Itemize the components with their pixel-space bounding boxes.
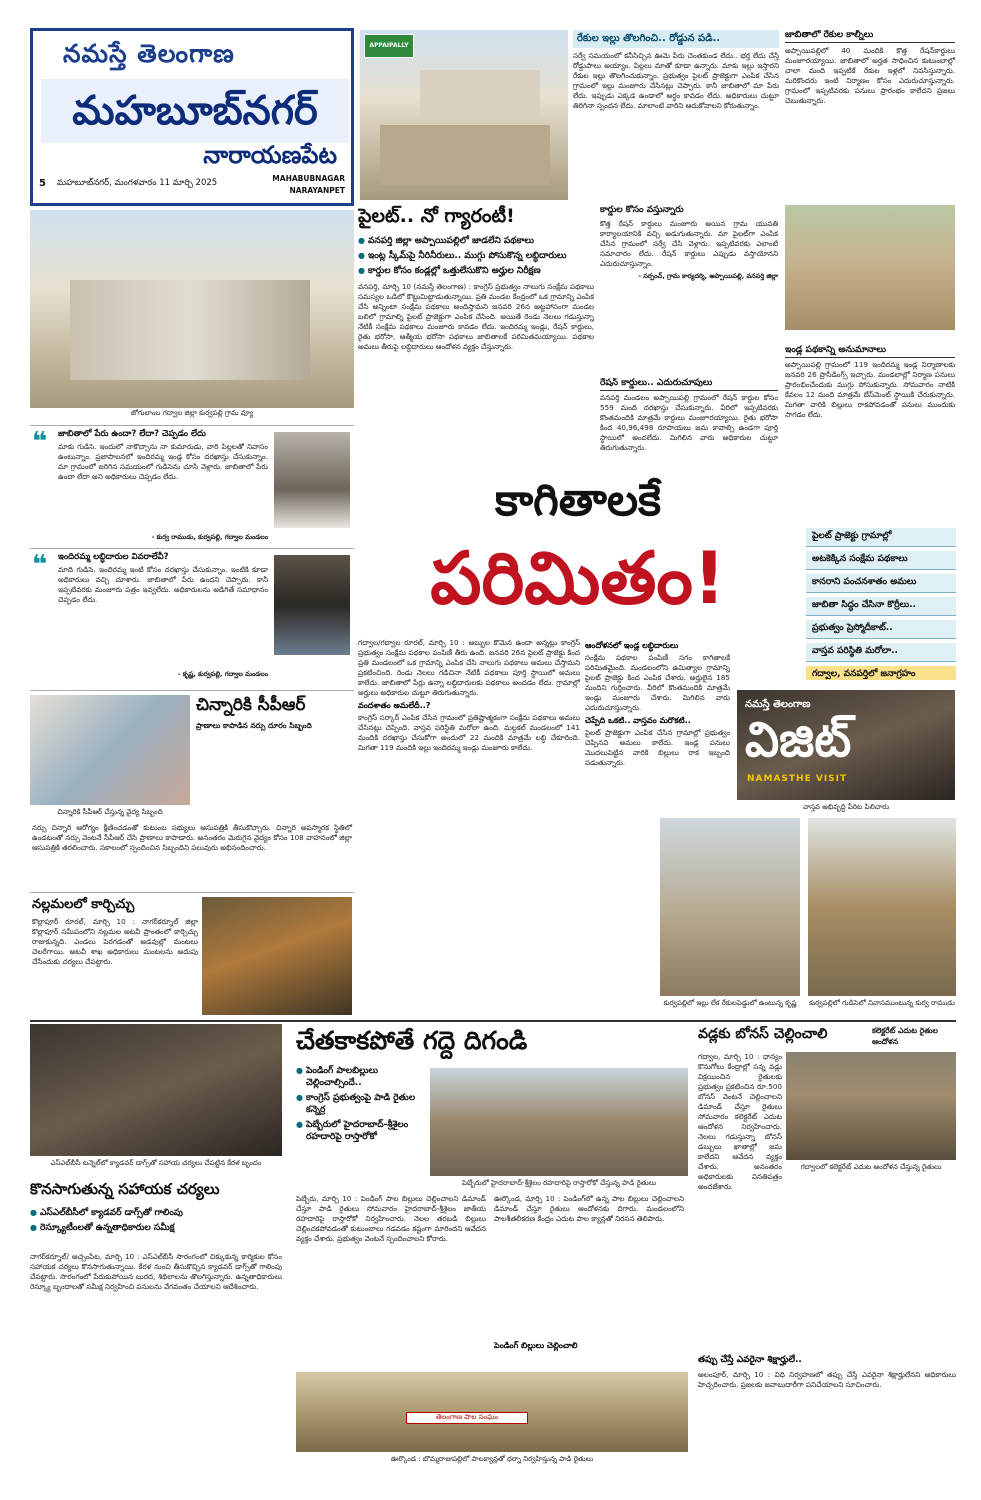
ration-story-body: వనపర్తి మండలం అప్పాయిపల్లి గ్రామంలో రేషన్‌ కార్డుల కోసం 559 మంది దరఖాస్తు చేసుకున్నారు. వీరిలో ఇప్పటివరకు కొంతమందికి మాత్రమే కార్డులు మంజూరయ్యాయి. రైతు భరోసా కింద 40,96,498 రూపాయలు జమ కావాల్సి ఉండగా పూర్తి స్థాయిలో అందలేదు. మిగిలిన వారు అధికారుల చుట్టూ తిరుగుతున్నారు.	[600, 393, 778, 452]
cards-story-headline: కార్డుల కోసం వస్తున్నారు	[600, 205, 684, 215]
appaipally-sign: APPAIPALLY	[364, 34, 414, 58]
pilot-bullet: ● ఇంట్ల స్కీమ్‌పై నీరినీరులు.. ముగ్గు పోసుకొన్న లబ్ధిదారులు	[358, 251, 594, 263]
chetakaka-caption-1: పెబ్బేరులో హైదరాబాద్‌-శ్రీశైలం రహదారిపై రాస్తారోకో చేస్తున్న పాడి రైతులు	[461, 1179, 656, 1187]
chetakaka-subhead: పెండింగ్‌ బిల్లులు చెల్లించాలి	[494, 1341, 578, 1350]
rescue-story	[30, 1024, 282, 1479]
masthead-edition: మహబూబ్‌నగర్	[41, 79, 349, 143]
highlight-item: అటకెక్కిన సంక్షేమ పథకాలు	[806, 551, 956, 570]
visit-brand: నమస్తే తెలంగాణ	[745, 699, 811, 710]
interview-1-byline: - కుర్వ రాముడు, కుర్వపల్లి, గద్వాల మండలం	[151, 533, 268, 541]
rescue-bullet: ● రెస్క్యూటీంలతో ఉన్నతాధికారుల సమీక్ష	[30, 1223, 280, 1235]
rescue-body: నాగర్‌కర్నూల్‌/ అచ్చంపేట, మార్చి 10 : ఎస్‌ఎల్‌బీసీ సొరంగంలో చిక్కుకున్న కార్మికుల కోసం సహాయక చర్యలు కొనసాగుతున్నాయి. కేరళ నుంచి తీసుకొచ్చిన క్యాడవర్‌ డాగ్స్‌తో గాలింపు చేపట్టారు. సొరంగంలో పేరుకుపోయిన బురద, శిథిలాలను తొలగిస్తున్నారు. ఉన్నతాధికారులు రెస్క్యూ బృందాలతో సమీక్ష నిర్వహించి పనులను వేగవంతం చేయాలని ఆదేశించారు.	[30, 1252, 282, 1291]
chetakaka-body: పెబ్బేరు, మార్చి 10 : పెండింగ్‌ పాల బిల్లులు చెల్లించాలని డిమాండ్‌ చేస్తూ పాడి రైతులు సోమవారం హైదరాబాద్‌-శ్రీశైలం జాతీయ రహదారిపై రాస్తారోకో నిర్వహించారు. నెలల తరబడి బిల్లులు చెల్లించకపోవడంతో కుటుంబాలు గడవడం కష్టంగా మారిందని ఆవేదన వ్యక్తం చేశారు. ప్రభుత్వం వెంటనే స్పందించాలని కోరారు.	[296, 1194, 486, 1243]
fire-body: కొల్లాపూర్‌ రూరల్‌, మార్చి 10 : నాగర్‌కర్నూల్‌ జిల్లా కొల్లాపూర్‌ సమీపంలోని నల్లమల అటవీ ప్రాంతంలో కార్చిచ్చు రాజుకున్నది. ఎండలు పెరగడంతో అడవుల్లో మంటలు చెలరేగాయి. అటవీ శాఖ అధికారులు మంటలను అదుపు చేసేందుకు చర్యలు చేపట్టారు.	[32, 917, 198, 966]
mega-headline-line-2: పరిమితం!	[430, 536, 726, 620]
interview-2-portrait	[274, 555, 350, 655]
hut-photos	[660, 818, 956, 1024]
house-photo-right	[808, 818, 956, 996]
bonus-subhead: తప్పు చేస్తే ఎవరైనా శిక్షార్హులే..	[698, 1355, 802, 1365]
masthead-brand: నమస్తే తెలంగాణ	[63, 39, 235, 68]
chetakaka-headline: చేతకాకపోతే గద్దె దిగండి	[296, 1026, 528, 1055]
main-story-body: గద్వాల/గద్వాల రూరల్‌, మార్చి 10 : అబ్బుల కొమెన ఉందా అన్నట్లు కాంగ్రెస్‌ ప్రభుత్వం సంక్షేమ పథకాల పంపిణీ తీరు ఉంది. జనవరి 26న పైలట్‌ ప్రాజెక్టు కింద ప్రతి మండలంలో ఒక గ్రామాన్ని ఎంపిక చేసి నాలుగు పథకాలు అమలు చేస్తామని ప్రకటించింది. రెండు నెలలు గడిచినా నేటికీ పథకాలు పూర్తి స్థాయిలో అమలు కాలేదు. జాబితాలో పేర్లు ఉన్నా లబ్ధిదారులకు పథకాలు అందడం లేదు. గ్రామాల్లో అర్హులు అధికారుల చుట్టూ తిరుగుతున్నారు.	[358, 638, 580, 697]
bonus-caption: గద్వాలలో కలెక్టరేట్‌ ఎదుట ఆందోళన చేస్తున్న రైతులు	[800, 1163, 942, 1171]
fire-headline: నల్లమలలో కార్చిచ్చు	[32, 897, 135, 912]
cpr-photo	[30, 695, 190, 805]
rescue-bullets	[30, 1208, 280, 1238]
chetakaka-bullet: ● కాంగ్రెస్‌ ప్రభుత్వంపై పాడి రైతుల కన్నెర్ర	[296, 1093, 426, 1117]
fire-photo	[202, 897, 352, 1015]
bonus-body-2: అలంపూర్‌, మార్చి 10 : విధి నిర్వహణలో తప్పు చేస్తే ఎవరైనా శిక్షార్హులేనని అధికారులు హెచ్చరించారు. ప్రజలకు జవాబుదారీగా పనిచేయాలని సూచించారు.	[698, 1370, 956, 1389]
main-story-subhead-1: వందశాతం అమలేదీ..?	[358, 701, 431, 710]
chetakaka-bullet: ● పెండింగ్‌ పాలబిల్లులు చెల్లించాల్సిందే..	[296, 1066, 426, 1090]
pilot-bullet: ● కార్డుల కోసం కండ్లల్లో ఒత్తులేసుకొని అర్హుల నిరీక్షణ	[358, 266, 594, 278]
cards-story	[600, 205, 778, 370]
indiramma-story	[785, 345, 955, 525]
cpr-story	[30, 690, 354, 885]
rescue-headline: కొనసాగుతున్న సహాయక చర్యలు	[30, 1180, 220, 1198]
houses-story-body: సర్వే సమయంలో కనీసిచ్చిన ఊమె పేరు చెంతకుండ లేదు.. భర్త లేదు చేస్తే రోడ్డుపాలు అయ్యాం. పిల్లలు మాతో కూడా ఉన్నారు. మాకు ఇల్లు ఇస్తారని రేకుల ఇల్లు తొలగించుకున్నాం. ప్రభుత్వం పైలట్‌ ప్రాజెక్టుగా ఎంపిక చేసిన గ్రామంలో ఇల్లు మంజూరు చేసినట్లు చెప్పారు. కానీ జాబితాలో మా పేరు లేదు. ఇప్పుడు ఎక్కడ ఉండాలో అర్థం కావడం లేదు. అధికారులు చుట్టూ తిరిగినా స్పందన లేదు. మాలాంటి వారిని ఆదుకోవాలని కోరుతున్నాం.	[573, 51, 779, 110]
bonus-photo	[786, 1052, 956, 1160]
main-story-body-2: కాంగ్రెస్‌ సర్కార్‌ ఎంపిక చేసిన గ్రామంలో ప్రతిష్టాత్మకంగా సంక్షేమ పథకాలు అమలు చేసినట్లు చెప్పింది. వాస్తవ పరిస్థితి మరోలా ఉంది. మల్దకల్‌ మండలంలో 141 మందికి దరఖాస్తు చేసుకోగా అందులో 22 మందికి మాత్రమే లబ్ధి చేకూరింది. మిగతా 119 మందికి ఇల్లు ఇందిరమ్మ ఇండ్లు మంజూరు కాలేదు.	[358, 713, 580, 752]
rekula-story	[785, 30, 955, 202]
rekula-story-body: అప్పాయిపల్లిలో 40 మందికి కొత్త రేషన్‌కార్డులు మంజూరయ్యాయి. జాబితాలో అర్హత సాధించిన కుటుంబాల్లో చాలా మంది ఇప్పటికే రేకుల ఇళ్లలో నివసిస్తున్నారు. మరికొందరు ఇంటి నిర్మాణం కోసం ఎదురుచూస్తున్నారు. గ్రామంలో ఇప్పటివరకు పనులు ప్రారంభం కాలేదని ప్రజలు చెబుతున్నారు.	[785, 46, 955, 105]
cards-story-byline: - సర్పంచ్, గ్రామ కార్యదర్శి, అప్పాయిపల్లి, వనపర్తి జిల్లా	[638, 272, 778, 280]
bonus-headline: వడ్లకు బోనస్‌ చెల్లించాలి	[698, 1026, 828, 1042]
interview-1-body: మాకు గుడిసె. ఇందులో నాకొచ్చాను నా కుమారుడు, వారి పిల్లలతో నివాసం ఉంటున్నాం. ప్రజాపాలనలో ఇందిరమ్మ ఇండ్ల కోసం దరఖాస్తు చేసుకున్నాం. మా గ్రామంలో జరిగిన సమయంలో గుడిసెను చూసి వెళ్లారు. జాబితాలో పేరు ఉందా లేదా అని అధికారులు చెప్పడం లేదు.	[58, 442, 268, 481]
chetakaka-photo-2	[296, 1372, 688, 1452]
chetakaka-banner: తెలంగాణ పాల సంఘం	[406, 1412, 528, 1424]
rescue-photo-caption: ఎస్‌ఎల్‌బీసీ టన్నెల్‌లో క్యాడవర్‌ డాగ్స్‌తో సహాయ చర్యలు చేపట్టిన కేరళ బృందం	[50, 1159, 262, 1167]
highlight-item: ప్రభుత్వం ప్రెస్మోదీకాట్‌..	[806, 620, 956, 639]
highlight-item: గద్వాల, వనపర్తిలో జనాగ్రహం	[806, 666, 956, 680]
visit-box	[737, 690, 955, 800]
indiramma-story-headline: ఇండ్ల పథకాన్ని అనుమానాలు	[785, 345, 955, 358]
houses-story	[573, 30, 779, 202]
fire-story	[30, 892, 354, 1020]
interview-1-portrait	[274, 432, 350, 528]
top-village-photo	[360, 30, 568, 200]
bonus-story	[698, 1024, 956, 1479]
mega-headline	[358, 472, 798, 634]
visit-caption: వాస్తవ అభివృద్ధి పేరిట పిలిచారు	[802, 803, 890, 811]
rekula-story-headline: జాబితాలో రేకుల కాల్నీలు	[785, 30, 955, 43]
rescue-photo	[30, 1024, 282, 1156]
interview-2-question: ఇందిరమ్మ లబ్ధిదారుల వివరాలేవీ?	[58, 552, 169, 562]
bonus-side-note: కలెక్టరేట్‌ ఎదుట రైతుల ఆందోళన	[872, 1026, 938, 1046]
quote-open-icon: ❝	[32, 550, 48, 580]
cards-story-body: కొత్త రేషన్‌ కార్డులు మంజూరు అయిన గ్రామ యువతి కార్యాలయానికి వచ్చి అడుగుతున్నారు. మా పైలట్‌గా ఎంపిక చేసిన గ్రామంలో సర్వే చేసి వెళ్లారు. ఇప్పటివరకు ఎలాంటి సమాచారం లేదు. రేషన్‌ కార్డులు ఎప్పుడు వస్తాయోనని ఎదురుచూస్తున్నాం.	[600, 219, 778, 268]
mega-headline-line-1: కాగితాలకే	[494, 475, 662, 526]
masthead-page-number: 5	[39, 178, 46, 189]
house-photo-caption-right: కుర్వపల్లిలో గుడిసెలో నివాసముంటున్న కుర్వ రాముడు	[809, 999, 955, 1007]
interview-1	[30, 425, 354, 543]
highlight-item: వాస్తవ పరిస్థితి మరోలా..	[806, 643, 956, 662]
visit-subtitle: NAMASTHE VISIT	[747, 774, 848, 784]
pilot-story-body: వనపర్తి, మార్చి 10 (నమస్తే తెలంగాణ) : కాంగ్రెస్‌ ప్రభుత్వం నాలుగు సంక్షేమ పథకాలు సమస్యల ఒడిలో కొట్టుమిట్టాడుతున్నాయి. ప్రతి మండల కేంద్రంలో ఒక గ్రామాన్ని ఎంపిక చేసి అన్నింటా సంక్షేమ పథకాలు అందిస్తామని జనవరి 26న అట్టహాసంగా మండల బలిలో గ్రామాల్ని పైలట్‌ ప్రాజెక్టుగా ఎంపిక చేసింది. అయితే రెండు నెలలు గడుస్తున్నా నేటికీ సంక్షేమ పథకాలు మంజూరు కావడం లేదు. ఇందిరమ్మ ఇండ్లు, రేషన్‌ కార్డులు, రైతు భరోసా, ఆత్మీయ భరోసా పథకాలు జాబితాలకే పరిమితమయ్యాయి. పథకాల అమలు తీరుపై లబ్ధిదారులు ఆందోళన వ్యక్తం చేస్తున్నారు.	[358, 282, 594, 351]
ration-story-headline: రేషన్‌ కార్డులు.. ఎదురుచూపులు	[600, 378, 778, 391]
pilot-bullet: ● వనపర్తి జిల్లా అప్పాయిపల్లిలో జాడలేని పథకాలు	[358, 236, 594, 248]
masthead-edition-en-1: MAHABUBNAGAR	[272, 174, 345, 183]
interview-2-byline: - కృష్ణ, కుర్వపల్లి, గద్వాల మండలం	[177, 670, 268, 678]
masthead	[30, 28, 354, 206]
cpr-bullet: ప్రాణాలు కాపాడిన నర్సు దూరం సిబ్బంది	[196, 721, 312, 730]
masthead-dateline: మహబూబ్‌నగర్, మంగళవారం 11 మార్చి 2025	[57, 178, 218, 188]
main-story-body-3: సంక్షేమ పథకాల పంపిణీ సగం కాగితాలకే పరిమితమైంది. మండలంలోని ఉమిత్యాల గ్రామాన్ని పైలట్‌ ప్రాజెక్టు కింద ఎంపిక చేశారు. అర్హులైన 185 మందిని గుర్తించారు. వీరిలో కొంతమందికి మాత్రమే ఇండ్లు మంజూరు చేశారు. మిగిలిన వారు ఎదురుచూస్తున్నారు.	[585, 653, 730, 712]
section-divider	[30, 1020, 956, 1022]
main-story-subhead-2: ఆందోళనలో ఇండ్ల లబ్ధిదారులు	[585, 641, 679, 650]
chetakaka-body-2: ఊర్కొండ, మార్చి 10 : పెండింగ్‌లో ఉన్న పాల బిల్లులు చెల్లించాలని డిమాండ్‌ చేస్తూ రైతులు ఆందోళనకు దిగారు. మండలంలోని పాలశీతలీకరణ కేంద్రం ఎదుట పాల క్యాన్లతో నిరసన తెలిపారు.	[494, 1194, 684, 1223]
masthead-edition-en-2: NARAYANPET	[289, 186, 345, 195]
highlight-item: పైలట్‌ ప్రాజెక్టు గ్రామాల్లో	[806, 528, 956, 547]
cpr-body: నర్సు చిన్నారి ఆరోగ్యం క్షీణించడంతో కుటుంబ సభ్యులు ఆసుపత్రికి తీసుకొచ్చారు. చిన్నారి అపస్మారక స్థితిలో ఉండటంతో నర్సు వెంటనే సీపీఆర్‌ చేసి ప్రాణాలు కాపాడారు. అనంతరం మెరుగైన వైద్యం కోసం 108 వాహనంలో జిల్లా ఆసుపత్రికి తరలించారు. సకాలంలో స్పందించిన సిబ్బందిని పలువురు అభినందించారు.	[32, 823, 352, 852]
cpr-caption: చిన్నారికి సీపీఆర్‌ చేస్తున్న వైద్య సిబ్బంది	[57, 808, 163, 816]
house-photo-caption-left: కుర్వపల్లిలో ఇల్లు లేక రేకులపెడ్డులో ఉంటున్న కృష్ణ	[663, 999, 797, 1007]
pilot-story-bullets	[358, 236, 594, 278]
chetakaka-story	[290, 1024, 692, 1479]
cpr-headline: చిన్నారికి సీపీఆర్‌	[196, 695, 306, 715]
highlight-item: జాబితా సిద్ధం చేసినా కొర్రీలు..	[806, 597, 956, 616]
houses-story-headline: రేకుల ఇల్లు తొలగించి.. రోడ్డున పడి..	[573, 30, 779, 48]
highlights-list	[806, 528, 956, 680]
interview-1-question: జాబితాలో పేరు ఉందా? లేదా? చెప్పడం లేదు	[58, 429, 206, 439]
main-story-subhead-3: చెప్పేది ఒకటి.. వాస్తవం మరొకటి..	[585, 716, 691, 725]
interview-2	[30, 548, 354, 683]
rescue-bullet: ● ఎస్‌ఎల్‌బీసీలో క్యాడవర్‌ డాగ్స్‌తో గాలింపు	[30, 1208, 280, 1220]
chetakaka-bullet: ● పెబ్బేరులో హైదరాబాద్‌-శ్రీశైలం రహదారిపై రాస్తారోకో	[296, 1120, 426, 1144]
house-photo-left	[660, 818, 800, 996]
plot-markings-photo	[785, 205, 955, 330]
masthead-sub-edition: నారాయణపేట	[203, 141, 337, 169]
main-story-col-1	[358, 638, 580, 1020]
chetakaka-caption-2: ఊర్కొండ : బొమ్మరాజుపల్లిలో పాలక్యాన్లతో ధర్నా నిర్వహిస్తున్న పాడి రైతులు	[390, 1455, 594, 1463]
quote-open-icon: ❝	[32, 427, 48, 457]
chetakaka-bullets	[296, 1066, 426, 1147]
chetakaka-photo-1	[430, 1068, 688, 1176]
visit-title: విజిట్‌	[745, 712, 852, 768]
interview-2-body: మాది గుడిసె. ఇందిరమ్మ ఇంటి కోసం దరఖాస్తు చేసుకున్నాం. ఇంటికి కూడా అధికారులు వచ్చి చూశారు. జాబితాలో పేరు ఉందని చెప్పారు. కానీ ఇప్పటివరకు మంజూరు పత్రం ఇవ్వలేదు. అధికారులను అడిగితే సమాధానం చెప్పడం లేదు.	[58, 565, 268, 604]
highlight-item: కానరాని పంచనశాతం అమలు	[806, 574, 956, 593]
bonus-body: గద్వాల, మార్చి 10 : ధాన్యం కొనుగోలు కేంద్రాల్లో సన్న వడ్లు విక్రయించిన రైతులకు ప్రభుత్వం ప్రకటించిన రూ.500 బోనస్‌ వెంటనే చెల్లించాలని డిమాండ్‌ చేస్తూ రైతులు సోమవారం కలెక్టరేట్‌ ఎదుట ఆందోళన నిర్వహించారు. నెలలు గడుస్తున్నా బోనస్‌ డబ్బులు ఖాతాల్లో జమ కాలేదని ఆవేదన వ్యక్తం చేశారు. అనంతరం అధికారులకు వినతిపత్రం అందజేశారు.	[698, 1052, 782, 1191]
village-aerial-photo	[30, 210, 354, 408]
pilot-story-headline: పైలట్‌.. నో గ్యారంటీ!	[358, 205, 515, 227]
indiramma-story-body: అప్పాయిపల్లి గ్రామంలో 119 ఇందిరమ్మ ఇండ్ల నిర్మాణాలకు జనవరి 26 ప్రొసీడింగ్స్‌ ఇచ్చారు. మండలాల్లో నిర్మాణ పనులు ప్రారంభించేందుకు ముగ్గు పోసుకున్నారు. సోమవారం నాటికి కేవలం 12 మంది మాత్రమే బేస్‌మెంట్‌ స్థాయికి చేరుకున్నారు. మిగతా వారికి బిల్లులు రాకపోవడంతో పనులు ముందుకు సాగడం లేదు.	[785, 360, 955, 419]
main-story-body-4: పైలట్‌ ప్రాజెక్టుగా ఎంపిక చేసిన గ్రామాల్లో ప్రభుత్వం చెప్పినవి అమలు కాలేదు. ఇండ్ల పనులు మొదలుపెట్టిన వారికి బిల్లులు రాక ఇబ్బంది పడుతున్నారు.	[585, 728, 730, 767]
village-photo-caption: జోగులాంబ గద్వాల జిల్లా కుర్వపల్లి గ్రామ వ్యూ	[130, 409, 254, 417]
